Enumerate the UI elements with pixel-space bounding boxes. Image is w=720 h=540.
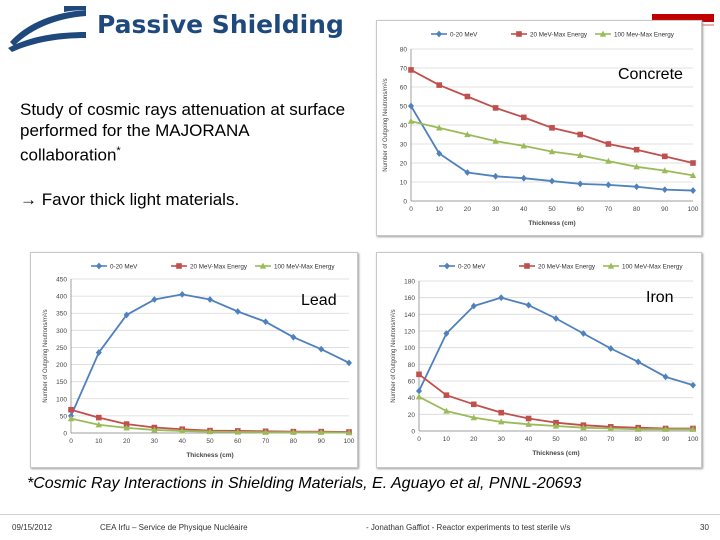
x-tick-label: 30 [497, 436, 505, 443]
series-diamond [416, 294, 696, 394]
legend-label: 100 MeV-Max Energy [274, 263, 335, 271]
x-tick-label: 50 [548, 206, 556, 213]
lead-chart-panel [30, 252, 358, 468]
intro-sentence: Study of cosmic rays attenuation at surface performed for the MAJORANA collaboration [20, 100, 346, 165]
data-point [493, 173, 499, 180]
data-point [521, 175, 527, 182]
data-point [235, 308, 241, 315]
y-tick-label: 10 [399, 179, 407, 187]
x-tick-label: 30 [491, 206, 500, 213]
data-point [151, 296, 157, 303]
x-tick-label: 20 [463, 206, 472, 213]
data-point [526, 302, 532, 309]
y-tick-label: 200 [56, 362, 67, 370]
series-triangle [68, 415, 352, 435]
series-square [416, 372, 696, 432]
x-tick-label: 70 [261, 438, 270, 445]
data-point [498, 410, 504, 416]
data-point [436, 82, 442, 88]
iron-label: Iron [646, 289, 674, 306]
x-axis-title: Thickness (cm) [186, 452, 234, 459]
legend-label: 20 MeV-Max Energy [530, 31, 588, 39]
x-tick-label: 40 [524, 436, 533, 443]
data-point [577, 132, 583, 138]
y-tick-label: 150 [56, 379, 67, 387]
x-tick-label: 0 [69, 438, 73, 445]
intro-text [20, 99, 350, 166]
x-tick-label: 70 [604, 206, 613, 213]
data-point [634, 183, 640, 190]
data-point [690, 382, 696, 389]
data-point [68, 407, 74, 413]
footer-date: 09/15/2012 [12, 523, 53, 532]
legend-swatch-marker [516, 31, 522, 37]
data-point [606, 141, 612, 147]
data-point [263, 318, 269, 325]
data-point [549, 178, 555, 185]
y-tick-label: 60 [407, 378, 415, 386]
y-tick-label: 400 [56, 293, 67, 301]
y-tick-label: 80 [407, 361, 415, 369]
x-tick-label: 0 [417, 436, 421, 443]
data-point [444, 392, 450, 398]
iron-chart-panel [376, 252, 702, 468]
footer-organization: CEA Irfu – Service de Physique Nucléaire [100, 523, 248, 532]
x-tick-label: 40 [520, 206, 528, 213]
footer-divider [0, 514, 720, 515]
data-point [662, 154, 668, 160]
legend-label: 100 MeV-Max Energy [622, 263, 683, 271]
y-axis-title: Number of Outgoing Neutrons/m²/s [383, 78, 389, 172]
y-tick-label: 60 [399, 84, 407, 92]
y-tick-label: 250 [56, 344, 67, 352]
y-tick-label: 0 [403, 198, 407, 206]
data-point [408, 118, 414, 124]
legend-swatch-marker [96, 263, 102, 270]
bullet-item [20, 190, 239, 210]
bullet-text: Favor thick light materials. [41, 190, 240, 209]
legend-swatch-marker [444, 263, 450, 270]
y-tick-label: 20 [399, 160, 407, 168]
data-point [346, 359, 352, 366]
x-tick-label: 20 [122, 438, 131, 445]
legend-swatch-marker [436, 31, 442, 38]
x-tick-label: 90 [317, 438, 325, 445]
x-tick-label: 90 [661, 206, 669, 213]
x-tick-label: 50 [552, 436, 560, 443]
footnote: *Cosmic Ray Interactions in Shielding Materials, E. Aguayo et al, PNNL-20693 [27, 475, 582, 492]
y-tick-label: 300 [56, 327, 67, 335]
lead-chart [31, 253, 357, 467]
x-tick-label: 80 [632, 206, 641, 213]
data-point [416, 372, 422, 378]
data-point [605, 181, 611, 188]
data-point [207, 296, 213, 303]
x-tick-label: 100 [687, 436, 699, 443]
series-diamond [68, 291, 352, 419]
x-tick-label: 100 [343, 438, 355, 445]
x-tick-label: 40 [178, 438, 186, 445]
x-tick-label: 10 [442, 436, 451, 443]
data-point [179, 291, 185, 298]
x-tick-label: 60 [234, 438, 242, 445]
x-tick-label: 60 [576, 206, 584, 213]
legend-swatch-marker [176, 263, 182, 269]
x-tick-label: 10 [95, 438, 103, 445]
data-point [471, 402, 477, 408]
page-number: 30 [700, 523, 709, 532]
y-tick-label: 140 [404, 311, 415, 319]
data-point [577, 181, 583, 188]
x-tick-label: 20 [470, 436, 478, 443]
legend-label: 100 Mev-Max Energy [614, 31, 674, 39]
data-point [465, 94, 471, 100]
legend-label: 0-20 MeV [458, 263, 486, 271]
y-tick-label: 40 [407, 395, 415, 403]
data-point [690, 160, 696, 166]
concrete-chart-panel [376, 20, 702, 236]
data-point [416, 393, 422, 399]
legend-swatch-marker [524, 263, 530, 269]
institute-logo-icon [4, 2, 88, 52]
y-tick-label: 0 [63, 430, 67, 438]
data-point [553, 315, 559, 322]
y-tick-label: 450 [56, 276, 67, 284]
iron-chart [377, 253, 701, 467]
footer-talk: - Jonathan Gaffiot - Reactor experiments to test sterile ν/s [366, 523, 571, 532]
legend-label: 0-20 MeV [110, 263, 138, 271]
x-tick-label: 50 [206, 438, 214, 445]
y-tick-label: 70 [399, 65, 407, 73]
series-line [419, 298, 693, 391]
y-tick-label: 100 [56, 396, 67, 404]
lead-label: Lead [301, 292, 337, 309]
data-point [408, 67, 414, 73]
concrete-chart [377, 21, 701, 235]
x-tick-label: 10 [435, 206, 443, 213]
data-point [493, 105, 499, 111]
data-point [521, 115, 527, 121]
x-tick-label: 0 [409, 206, 413, 213]
x-tick-label: 30 [150, 438, 159, 445]
y-tick-label: 350 [56, 310, 67, 318]
y-tick-label: 180 [404, 278, 415, 286]
y-tick-label: 30 [399, 141, 407, 149]
x-axis-title: Thickness (cm) [532, 450, 580, 457]
y-axis-title: Number of Outgoing Neutrons/m²/s [43, 309, 49, 403]
legend-label: 20 MeV-Max Energy [190, 263, 248, 271]
y-tick-label: 120 [404, 328, 415, 336]
x-tick-label: 60 [579, 436, 588, 443]
series-line [71, 294, 349, 415]
y-tick-label: 100 [404, 345, 415, 353]
data-point [318, 346, 324, 353]
y-axis-title: Number of Outgoing Neutrons/m²/s [391, 309, 397, 403]
x-tick-label: 80 [634, 436, 642, 443]
x-axis-title: Thickness (cm) [528, 220, 576, 227]
data-point [663, 373, 669, 380]
intro-footnote-mark: * [116, 145, 121, 157]
x-tick-label: 90 [661, 436, 670, 443]
data-point [96, 415, 102, 421]
concrete-label: Concrete [618, 66, 683, 83]
page-title: Passive Shielding [97, 10, 344, 39]
y-tick-label: 0 [411, 428, 415, 436]
y-tick-label: 160 [404, 295, 415, 303]
data-point [634, 147, 640, 153]
data-point [662, 186, 668, 193]
data-point [608, 345, 614, 352]
y-tick-label: 80 [399, 46, 407, 54]
data-point [526, 416, 532, 422]
y-tick-label: 40 [399, 122, 407, 130]
arrow-icon: → [20, 190, 37, 209]
y-tick-label: 20 [407, 411, 415, 419]
y-tick-label: 50 [59, 413, 67, 421]
data-point [549, 125, 555, 131]
data-point [690, 187, 696, 194]
y-tick-label: 50 [399, 103, 407, 111]
x-tick-label: 80 [289, 438, 298, 445]
legend-label: 20 MeV-Max Energy [538, 263, 596, 271]
data-point [498, 294, 504, 301]
x-tick-label: 100 [687, 206, 699, 213]
legend-label: 0-20 MeV [450, 31, 478, 39]
data-point [290, 334, 296, 341]
x-tick-label: 70 [607, 436, 615, 443]
